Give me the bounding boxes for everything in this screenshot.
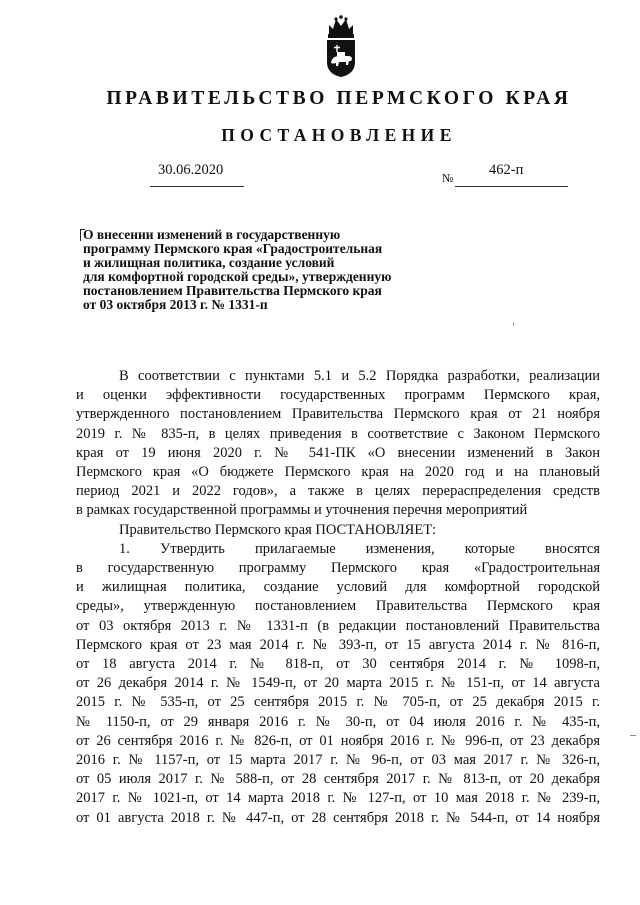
document-date-field: [150, 162, 244, 188]
item-line: от 26 декабря 2014 г. № 1549-п, от 20 марта 2015 г. № 151-п, от 14 августа: [76, 675, 600, 692]
preamble-line: утвержденного постановлением Правительства Пермского края от 21 ноября: [76, 406, 600, 423]
subject-line: О внесении изменений в государственную: [83, 227, 341, 242]
document-number-field: [442, 162, 568, 190]
item-line: № 1150-п, от 29 января 2016 г. № 30-п, от 04 июля 2016 г. № 435-п,: [76, 713, 600, 730]
item-line: от 26 сентября 2016 г. № 826-п, от 01 ноября 2016 г. № 996-п, от 23 декабря: [76, 732, 600, 749]
preamble-line: края от 19 июня 2020 г. № 541-ПК «О внесении изменений в Закон: [76, 444, 600, 461]
item-line: от 18 августа 2014 г. № 818-п, от 30 сентября 2014 г. № 1098-п,: [76, 656, 600, 673]
subject-line: для комфортной городской среды», утвержденную: [83, 268, 392, 284]
preamble-line: период 2021 и 2022 годов», а также в целях перераспределения средств: [76, 483, 600, 500]
perm-krai-coat-of-arms-icon: [326, 14, 356, 78]
preamble-line: и оценки эффективности государственных программ Пермского края,: [76, 387, 600, 404]
subject-line: от 03 октября 2013 г. № 1331-п: [83, 296, 268, 312]
document-type: ПОСТАНОВЛЕНИЕ: [221, 125, 457, 145]
scan-speck: [513, 323, 514, 326]
resolves-line: Правительство Пермского края ПОСТАНОВЛЯЕТ:: [119, 521, 437, 538]
preamble-line: Пермского края «О бюджете Пермского края на 2020 год и на плановый: [76, 464, 600, 481]
item-line: 2016 г. № 1157-п, от 15 марта 2017 г. № 96-п, от 03 мая 2017 г. № 326-п,: [76, 752, 600, 769]
preamble-line: 2019 г. № 835-п, в целях приведения в соответствие с Законом Пермского: [76, 425, 600, 442]
item-line: 2015 г. № 535-п, от 25 сентября 2015 г. № 705-п, от 25 декабря 2015 г.: [76, 694, 600, 711]
government-title: ПРАВИТЕЛЬСТВО ПЕРМСКОГО КРАЯ: [106, 88, 572, 109]
item-line: и жилищная политика, создание условий для комфортной городской: [76, 579, 600, 596]
subject-line: постановлением Правительства Пермского края: [83, 282, 382, 298]
item-line: в государственную программу Пермского края «Градостроительная: [76, 560, 600, 577]
item-line: от 05 июля 2017 г. № 588-п, от 28 сентября 2017 г. № 813-п, от 20 декабря: [76, 771, 600, 788]
item-line: 1. Утвердить прилагаемые изменения, которые вносятся: [119, 540, 600, 557]
number-sign: №: [442, 171, 454, 185]
preamble-line: в рамках государственной программы и уточнения перечня мероприятий: [76, 502, 528, 519]
document-body: [76, 367, 600, 828]
document-date: 30.06.2020: [158, 162, 224, 178]
document-number: 462-п: [489, 162, 524, 178]
subject-line: и жилищная политика, создание условий: [83, 254, 335, 270]
document-subject: [83, 228, 391, 311]
item-line: от 03 октября 2013 г. № 1331-п (в редакции постановлений Правительства: [76, 617, 600, 634]
number-underline: [455, 186, 568, 187]
item-line: среды», утвержденную постановлением Правительства Пермского края: [76, 598, 600, 615]
date-underline: [150, 186, 244, 187]
item-line: от 01 августа 2018 г. № 447-п, от 28 сентября 2018 г. № 544-п, от 14 ноября: [76, 809, 600, 826]
scan-speck: [630, 735, 636, 736]
preamble-line: В соответствии с пунктами 5.1 и 5.2 Порядка разработки, реализации: [119, 368, 600, 384]
coat-of-arms-svg: [326, 14, 356, 78]
subject-line: программу Пермского края «Градостроительная: [83, 240, 383, 256]
item-line: Пермского края от 23 мая 2014 г. № 393-п, от 15 августа 2014 г. № 816-п,: [76, 636, 600, 653]
item-line: 2017 г. № 1021-п, от 14 марта 2018 г. № 127-п, от 10 мая 2018 г. № 239-п,: [76, 790, 600, 807]
